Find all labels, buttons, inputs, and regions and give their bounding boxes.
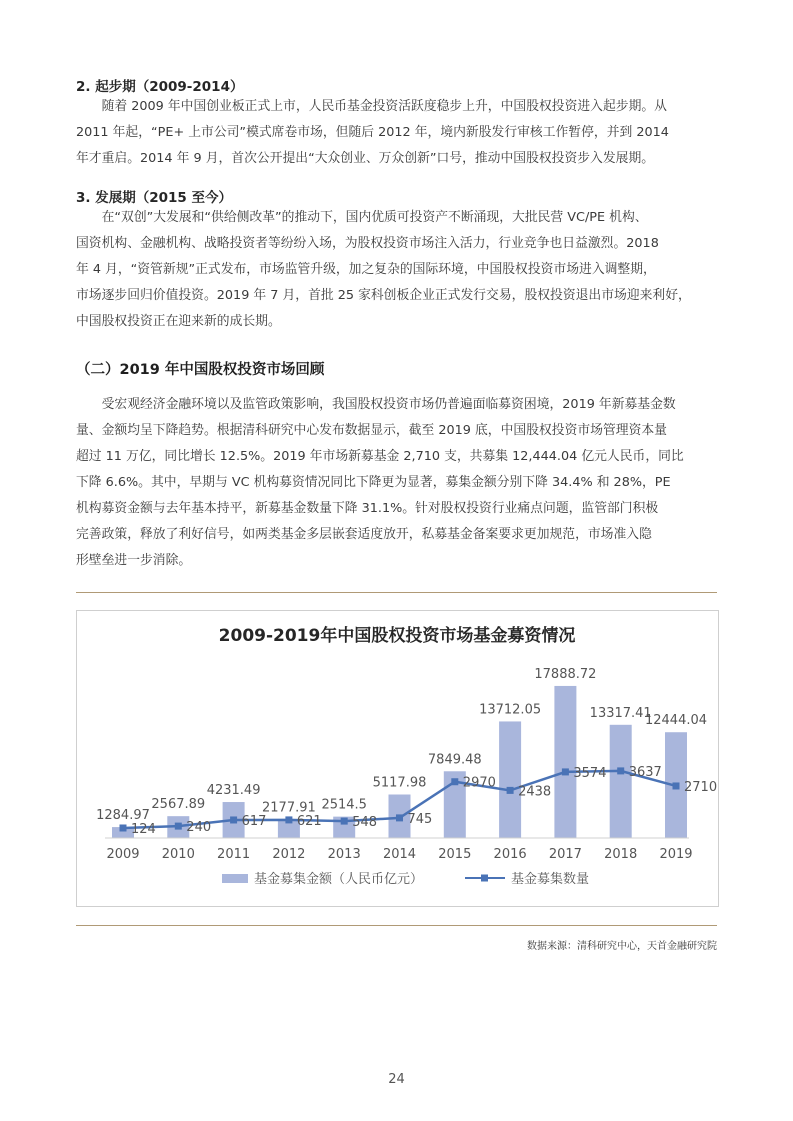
count-value-label: 3574: [573, 765, 607, 781]
legend-line-marker: [481, 875, 488, 882]
paragraph-line: 随着 2009 年中国创业板正式上市，人民币基金投资活跃度稳步上升，中国股权投资进入起步期。从: [101, 99, 667, 114]
count-value-label: 745: [407, 811, 433, 827]
bar-value-label: 1284.97: [96, 808, 150, 824]
bar-value-label: 13317.41: [589, 705, 652, 721]
bar-value-label: 12444.04: [644, 713, 708, 729]
x-tick-label: 2016: [493, 847, 527, 862]
paragraph-line: 下降 6.6%。其中，早期与 VC 机构募资情况同比下降更为显著，募集金额分别下降 34.4% 和 28%，PE: [76, 475, 671, 490]
count-point-2013: [341, 818, 348, 825]
paragraph-line: 超过 11 万亿，同比增长 12.5%。2019 年市场新募基金 2,710 支，共募集 12,444.04 亿元人民币，同比: [76, 449, 684, 464]
x-tick-label: 2019: [659, 847, 693, 862]
funding-chart: [77, 611, 718, 906]
bar-value-label: 2177.91: [262, 800, 316, 816]
paragraph-line: 中国股权投资正在迎来新的成长期。: [76, 314, 281, 329]
legend-line-label: 基金募集数量: [511, 872, 590, 887]
paragraph-line: 形壁垒进一步消除。: [76, 553, 192, 568]
count-point-2015: [451, 778, 458, 785]
count-value-label: 240: [186, 820, 212, 836]
count-point-2010: [175, 823, 182, 830]
section-2-heading: 2. 起步期（2009-2014）: [76, 79, 244, 95]
count-value-label: 2970: [462, 775, 496, 791]
page-number: 24: [388, 1072, 405, 1087]
count-point-2012: [285, 816, 292, 823]
x-tick-label: 2015: [438, 847, 472, 862]
chart-top-rule: [76, 592, 717, 593]
count-point-2018: [617, 767, 624, 774]
count-value-label: 124: [131, 821, 156, 837]
count-value-label: 621: [296, 813, 322, 829]
bar-value-label: 7849.48: [427, 752, 482, 768]
count-point-2017: [562, 768, 569, 775]
count-value-label: 3637: [628, 764, 662, 780]
bar-2017: [554, 686, 576, 838]
paragraph-line: 受宏观经济金融环境以及监管政策影响，我国股权投资市场仍普遍面临募资困境，2019 年新募基金数: [101, 397, 676, 412]
section-3-body: [76, 205, 717, 335]
bar-value-label: 2514.5: [321, 797, 367, 813]
chart-container: [76, 610, 719, 907]
paragraph-line: 年才重启。2014 年 9 月，首次公开提出“大众创业、万众创新”口号，推动中国股权投资步入发展期。: [76, 151, 655, 166]
count-value-label: 548: [352, 815, 378, 831]
review-heading: （二）2019 年中国股权投资市场回顾: [76, 362, 325, 378]
paragraph-line: 市场逐步回归价值投资。2019 年 7 月，首批 25 家科创板企业正式发行交易，股权投资退出市场迎来利好，: [76, 288, 691, 303]
bar-value-label: 17888.72: [534, 666, 597, 682]
chart-bottom-rule: [76, 925, 717, 926]
x-tick-label: 2012: [272, 847, 306, 862]
paragraph-line: 完善政策，释放了利好信号，如两类基金多层嵌套适度放开，私募基金备案要求更加规范，市场准入隐: [76, 527, 652, 542]
x-tick-label: 2018: [604, 847, 638, 862]
x-tick-label: 2013: [327, 847, 361, 862]
bar-2016: [499, 721, 521, 838]
legend-bar-label: 基金募集金额（人民币亿元）: [254, 872, 424, 887]
x-tick-label: 2010: [161, 847, 195, 862]
chart-legend: [222, 871, 589, 887]
paragraph-line: 2011 年起，“PE+ 上市公司”模式席卷市场，但随后 2012 年，境内新股发行审核工作暂停，并到 2014: [76, 125, 669, 140]
bar-2018: [610, 725, 632, 838]
x-tick-label: 2014: [382, 847, 417, 862]
section-3-heading: 3. 发展期（2015 至今）: [76, 190, 232, 206]
paragraph-line: 国资机构、金融机构、战略投资者等纷纷入场，为股权投资市场注入活力，行业竞争也日益激烈。2018: [76, 236, 659, 251]
section-2-body: [76, 94, 717, 172]
count-point-2019: [673, 782, 680, 789]
count-value-label: 2710: [684, 779, 718, 795]
bar-value-label: 4231.49: [206, 783, 261, 799]
count-value-label: 2438: [518, 784, 552, 800]
paragraph-line: 在“双创”大发展和“供给侧改革”的推动下，国内优质可投资产不断涌现，大批民营 VC/PE 机构、: [101, 210, 648, 225]
x-tick-label: 2011: [217, 847, 251, 862]
count-point-2011: [230, 816, 237, 823]
count-point-2009: [120, 824, 127, 831]
legend-bar-swatch: [222, 874, 248, 883]
bar-value-label: 5117.98: [372, 775, 427, 791]
bar-value-label: 13712.05: [479, 702, 542, 718]
count-value-label: 617: [241, 813, 267, 829]
paragraph-line: 量、金额均呈下降趋势。根据清科研究中心发布数据显示，截至 2019 底，中国股权投资市场管理资本量: [76, 423, 667, 438]
paragraph-line: 机构募资金额与去年基本持平，新募基金数量下降 31.1%。针对股权投资行业痛点问题，监管部门积极: [76, 501, 659, 516]
count-point-2014: [396, 814, 403, 821]
count-point-2016: [507, 787, 514, 794]
data-source: 数据来源：清科研究中心，天首金融研究院: [527, 941, 717, 952]
review-body: [76, 392, 717, 574]
bar-value-label: 2567.89: [151, 797, 206, 813]
paragraph-line: 年 4 月，“资管新规”正式发布，市场监管升级，加之复杂的国际环境，中国股权投资市场进入调整期，: [76, 262, 656, 277]
x-tick-label: 2017: [548, 847, 582, 862]
chart-title: 2009-2019年中国股权投资市场基金募资情况: [218, 626, 576, 646]
x-tick-label: 2009: [106, 847, 140, 862]
